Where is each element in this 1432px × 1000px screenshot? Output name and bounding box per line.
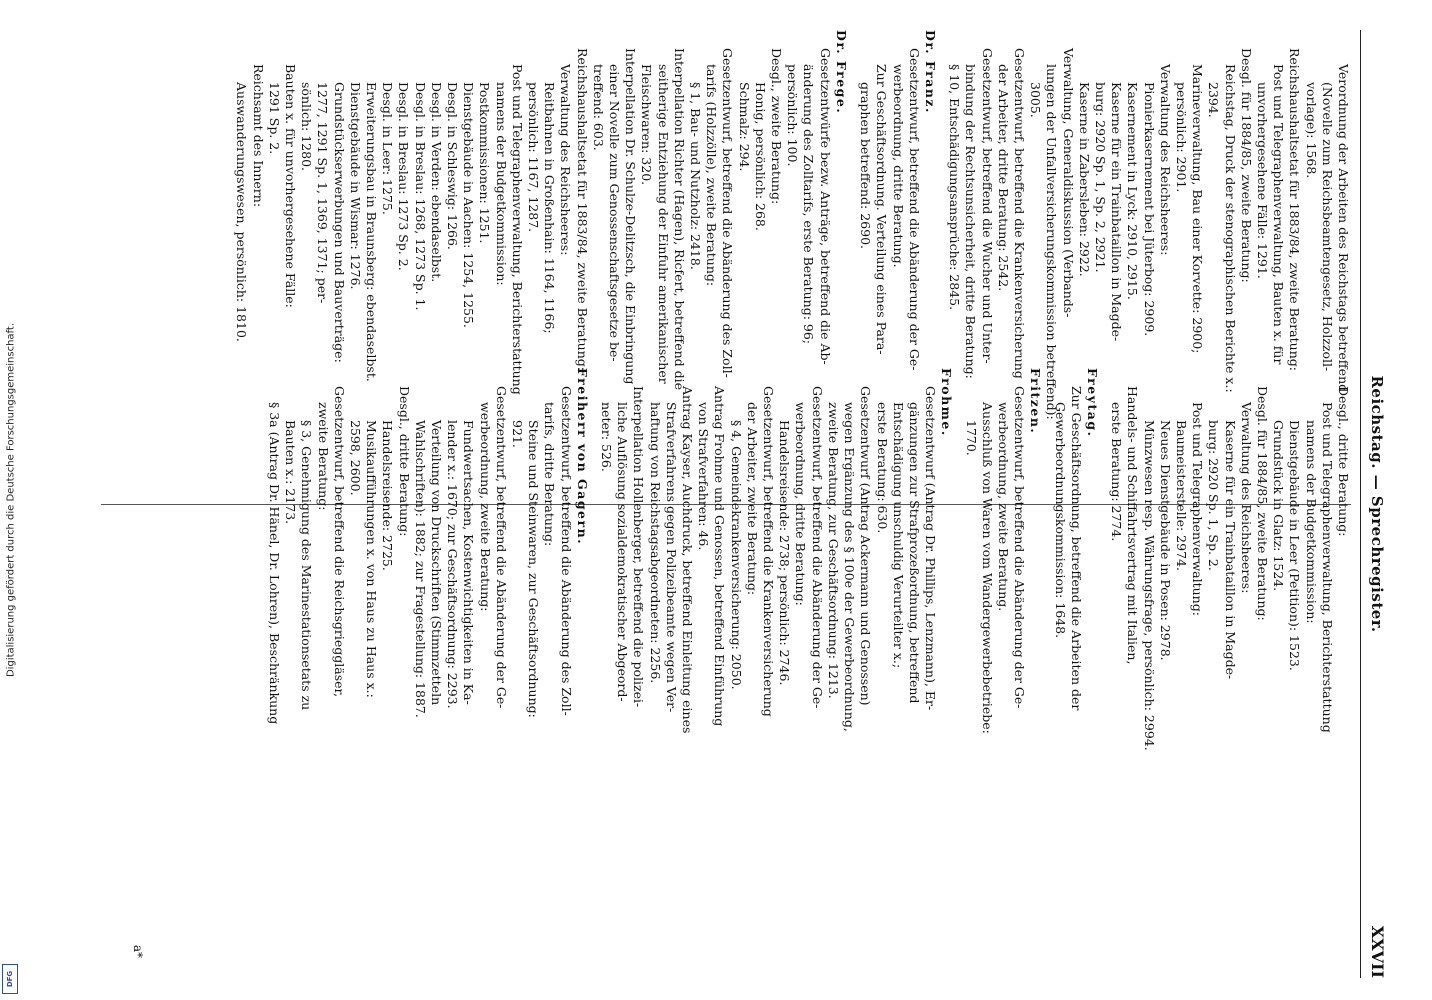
register-entry: Verwaltung, Generaldiskussion (Verbands- [1060, 48, 1076, 318]
speaker-heading [1085, 368, 1100, 978]
register-entry: unvorhergesehene Fälle: 1291. [1254, 82, 1270, 279]
register-entry: tarifs, dritte Beratung: [542, 402, 558, 547]
register-entry: Verteilung von Druckschriften (Stimmzetteln [429, 420, 445, 706]
register-entry: Wahlschriften): 1882; zur Fragestellung: 1887. [412, 420, 428, 718]
register-entry: Baumeisterstelle: 2974. [1173, 420, 1189, 571]
register-entry: Interpellation Dr. Schulze-Delitzsch, die Einbringung [623, 48, 639, 385]
register-entry: Gesetzentwurf, betreffend die Krankenversicherung [761, 386, 777, 717]
speaker-name: Freiherr von Gagern. [574, 368, 590, 546]
register-entry: Desgl., zweite Beratung: [769, 48, 785, 205]
register-entry: gänzungen zur Strafprozeßordnung, betreffend [906, 402, 922, 704]
register-entry: Handelsreisende: 2725. [380, 420, 396, 571]
register-entry: Verordnung der Arbeiten des Reichstags betreffend [1336, 64, 1351, 393]
register-entry: seitherige Entziehung der Einfuhr amerikanischer [655, 64, 671, 384]
register-entry: Steine und Steinwaren, zur Geschäftsordnung: [526, 420, 542, 718]
speaker-name: Dr. Franz. [922, 30, 938, 114]
register-entry: Honig, persönlich: 268. [752, 82, 768, 231]
speaker-heading [939, 368, 954, 978]
register-entry: Reichshaushaltsetat für 1883/84, zweite Beratung: [1287, 48, 1303, 371]
register-entry: sönlich: 1280. [299, 82, 315, 172]
register-entry: zweite Beratung, zur Geschäftsordnung: 1213. [825, 402, 841, 699]
register-entry: Bauten x. für unvorhergesehene Fälle: [283, 64, 298, 308]
register-entry: der Arbeiter, dritte Beratung: 2542. [995, 64, 1011, 292]
page-number: XXVII [1368, 925, 1387, 978]
register-entry: bindung der Rechtsunsicherheit, dritte Beratung: [963, 64, 979, 379]
register-entry: § 3a (Antrag Dr. Hänel, Dr. Lohren), Beschränkung [267, 402, 282, 725]
register-entry: Desgl. für 1884/85, zweite Beratung: [1254, 386, 1270, 621]
speaker-name: Frohme. [939, 368, 955, 437]
speaker-name: Freytag. [1084, 368, 1100, 438]
dfg-logo-text: DFG [6, 970, 14, 988]
register-entry: Fleischwaren: 320. [639, 64, 655, 186]
register-entry: Zur Geschäftsordnung, betreffend die Arbeiten der [1068, 386, 1084, 711]
register-entry: Kaserne in Zabersleben: 2922. [1076, 82, 1092, 277]
register-entry: Strafverfahrens gegen Polizeibeamte wegen Ver- [663, 402, 679, 713]
register-entry: Entschädigung unschuldig Verurteilter x.; [890, 402, 906, 669]
register-entry: Neues Dienstgebäude in Posen: 2978. [1157, 420, 1173, 661]
entry-gap [954, 368, 962, 978]
register-entry: Reichshaushaltsetat für 1883/84, zweite Beratung: [574, 48, 590, 371]
entry-gap [590, 368, 598, 978]
register-entry: Desgl. in Schleswig: 1266. [445, 82, 461, 250]
register-entry: burg: 2920 Sp. 1, Sp. 2, 2921. [1092, 82, 1108, 273]
register-entry: liche Auflösung sozialdemokratischer Abgeord- [615, 402, 631, 702]
register-entry: Gesetzentwurf, betreffend die Abänderung der Ge- [906, 48, 922, 371]
register-entry: Kasernement in Lyck: 2910, 2915. [1125, 82, 1141, 300]
scanned-page [91, 10, 1391, 998]
register-entry: der Arbeiter, zweite Beratung: [744, 402, 760, 596]
register-entry: Dienstgebäude in Wismar: 1276. [347, 82, 363, 290]
register-entry: Erweiterungsbau in Braunsberg: ebendaselbst. [364, 82, 380, 382]
register-entry: Post und Telegraphenverwaltung, Berichterstattung [509, 64, 525, 395]
register-entry: Reichstag, Druck der stenographischen Berichte x.: [1222, 64, 1238, 393]
register-entry: persönlich: 100. [785, 64, 801, 167]
register-entry: Münzwesen resp. Währungsfrage, persönlich: 2994. [1141, 420, 1157, 751]
register-entry: von Strafverfahren: 46. [696, 402, 712, 551]
register-entry: Gesetzentwurf (Antrag Ackermann und Genossen) [858, 386, 874, 706]
header-rule [1360, 30, 1361, 978]
speaker-name: Dr. Frege. [833, 30, 849, 115]
entry-gap [1100, 368, 1108, 978]
register-entry: werbeordnung, dritte Beratung. [890, 64, 906, 268]
right-column [266, 368, 1351, 978]
register-entry: Handelsreisende: 2738; persönlich: 2746. [777, 420, 793, 686]
register-entry: Post und Telegraphenverwaltung: [1190, 402, 1206, 616]
register-entry: Antrag Kayser, Auchdruck, betreffend Einleitung eines [680, 386, 696, 734]
register-entry: namens der Budgetkommission: [493, 82, 509, 286]
register-entry: Grundstück in Glatz: 1524. [1271, 420, 1287, 592]
register-entry: Bauten x.: 2173. [283, 420, 299, 525]
register-entry: Postkommissionen: 1251. [477, 82, 493, 244]
register-entry: einer Novelle zum Genossenschaftsgesetze be- [607, 64, 623, 362]
register-entry: Antrag Frohme und Genossen, betreffend Einführung [712, 386, 728, 727]
register-entry: werbeordnung, dritte Beratung: [793, 402, 809, 606]
register-entry: graphen betreffend: 2690. [858, 82, 874, 249]
register-entry: 3005. [1028, 82, 1044, 118]
register-entry: neter: 526. [599, 402, 615, 472]
register-entry: Grundstückserwerbungen und Bauverträge: [331, 82, 347, 363]
register-entry: Verwaltung des Reichsheeres: [1238, 402, 1254, 594]
register-entry: Handels- und Schiffahrtsvertrag mit Italien, [1125, 386, 1141, 665]
register-entry: Gesetzentwurf, betreffend die Abänderung der Ge- [493, 386, 509, 709]
running-title: Reichstag. — Sprechregister. [1368, 375, 1386, 633]
register-entry: Verwaltung des Reichsheeres: [558, 64, 574, 256]
register-entry: Post und Telegraphenverwaltung, Berichterstattung [1319, 402, 1335, 733]
register-entry: Dienstgebäude in Aachen: 1254, 1255. [461, 82, 477, 328]
signature-mark: a* [131, 944, 145, 958]
register-entry: Desgl. in Breslau: 1268, 1273 Sp. 1. [412, 82, 428, 311]
digitization-notice: Digitalisierung gefördert durch die Deutsche Forschungsgemeinschaft. [5, 322, 17, 678]
register-entry: Gesetzentwurf, betreffend die Krankenversicherung [1011, 48, 1027, 379]
register-entry: Verwaltung des Reichsheeres: [1157, 64, 1173, 256]
register-entry: § 3, Genehmigung des Marinestationsetats zu [299, 420, 315, 711]
register-entry: Gewerbeordnungskommission: 1648. [1052, 402, 1068, 639]
register-entry: Desgl. in Breslau: 1273 Sp. 2. [396, 82, 412, 271]
register-entry: § 1, Bau- und Nutzholz: 2418. [688, 82, 704, 270]
register-entry: Desgl., dritte Beratung: [1336, 386, 1351, 537]
register-entry: Gesetzentwurf, betreffend die Abänderung der Ge- [809, 386, 825, 709]
register-entry: Dienstgebäude in Leer (Petition): 1523. [1287, 420, 1303, 671]
register-entry: namens der Budgetkommission: [1303, 420, 1319, 624]
register-entry: Gesetzentwurf (Antrag Dr. Phillips, Lenzmann), Er- [923, 386, 939, 711]
speaker-heading [575, 368, 590, 978]
register-entry: Auswanderungswesen, persönlich: 1810. [234, 82, 250, 342]
register-entry: Desgl. in Verden: ebendaselbst. [428, 82, 444, 283]
register-entry: burg: 2920 Sp. 1, Sp. 2. [1206, 420, 1222, 571]
speaker-name: Fritzen. [1028, 368, 1044, 435]
register-entry: Desgl. in Leer: 1275. [380, 82, 396, 215]
register-entry: Gesetzentwurf, betreffend die Abänderung der Ge- [1012, 386, 1028, 709]
speaker-heading [1028, 368, 1043, 978]
page-header [1363, 30, 1391, 978]
register-entry: § 10, Entschädigungsansprüche: 2845. [947, 64, 963, 311]
dfg-logo [2, 964, 18, 994]
register-entry: treffend: 603. [590, 64, 606, 151]
register-entry: Pionierkasernement bei Jüterbog: 2909. [1141, 82, 1157, 337]
register-entry: Kaserne für ein Trainbataillon in Magde- [1222, 420, 1238, 680]
register-entry: erste Beratung: 2774. [1109, 402, 1125, 542]
digitization-margin [0, 0, 22, 1000]
register-entry: Interpellation Hollenberger, betreffend die polizei- [631, 386, 647, 708]
register-entry: werbeordnung, zweite Beratung. [995, 402, 1011, 612]
register-entry: Ausschluß von Waren vom Wandergewerbebetriebe: [979, 402, 995, 734]
register-entry: 2598, 2600. [348, 420, 364, 496]
register-entry: § 4, Gemeindekrankenversicherung: 2050. [728, 420, 744, 690]
register-entry: 1770. [963, 420, 979, 456]
register-entry: 921. [510, 420, 526, 448]
register-entry: tarifs (Holzzölle), zweite Beratung: [704, 64, 720, 287]
register-entry: haftung von Reichstagsabgeordneten: 2256. [647, 402, 663, 684]
register-entry: (Novelle zum Reichsbeamtengesetz, Holzzoll- [1319, 82, 1335, 372]
register-entry: Gesetzentwurf, betreffend die Abänderung des Zoll- [558, 386, 574, 716]
register-entry: Gesetzentwurf, betreffend die Abänderung des Zoll- [720, 48, 736, 378]
register-entry: änderung des Zolltarifs, erste Beratung: 96; [801, 64, 817, 345]
register-entry: Post und Telegraphenverwaltung, Bauten x. für [1271, 64, 1287, 365]
register-entry: zweite Beratung: [315, 402, 331, 511]
register-entry: Zur Geschäftsordnung. Verteilung eines Para- [874, 64, 890, 355]
register-entry: 1291 Sp. 2. [266, 82, 282, 155]
register-entry: wegen Ergänzung des § 100e der Gewerbeordnung, [842, 402, 858, 732]
register-entry: Reitbahnen in Großenhain: 1164, 1166; [542, 82, 558, 334]
register-entry: Gesetzentwurf, betreffend die Reichsgrieggläser, [331, 386, 347, 698]
register-entry: vorlage): 1568. [1303, 82, 1319, 179]
register-entry: lungen der Unfallversicherungskommission betreffend): [1044, 64, 1060, 420]
register-entry: Kaserne für ein Trainbataillon in Magde- [1109, 82, 1125, 342]
register-entry: Desgl., dritte Beratung: [396, 386, 412, 537]
register-entry: Marineverwaltung, Bau einer Korvette: 2900; [1190, 64, 1206, 354]
register-entry: 2394. [1206, 82, 1222, 118]
register-entry: persönlich: 1167, 1287. [526, 82, 542, 233]
register-entry: Musikaufführungen x. von Haus zu Haus x.: [364, 420, 380, 698]
register-entry: Gesetzentwurf, betreffend die Wucher und Unter- [979, 48, 995, 364]
register-entry: Gesetzentwürfe bezw. Anträge, betreffend die Ab- [817, 48, 833, 365]
register-entry: persönlich: 2901. [1173, 82, 1189, 193]
register-entry: werbeordnung, zweite Beratung: [477, 402, 493, 612]
register-entry: Reichsamt des Innern: [250, 64, 266, 208]
entry-gap [1043, 368, 1051, 978]
register-entry: Fundwertsachen, Kostenwichtigkeiten in Ka- [461, 420, 477, 705]
register-entry: 1277, 1291 Sp. 1, 1369, 1371; per- [315, 82, 331, 304]
register-entry: Desgl. für 1884/85, zweite Beratung: [1238, 48, 1254, 283]
register-entry: Interpellation Richter (Hagen), Ricfert, betreffend die [671, 48, 687, 391]
register-entry: erste Beratung: 630. [874, 402, 890, 534]
register-columns [101, 30, 1351, 978]
register-entry: Schmalz: 294. [736, 82, 752, 172]
register-entry: lender x.: 1670; zur Geschäftsordnung: 2293. [445, 420, 461, 709]
